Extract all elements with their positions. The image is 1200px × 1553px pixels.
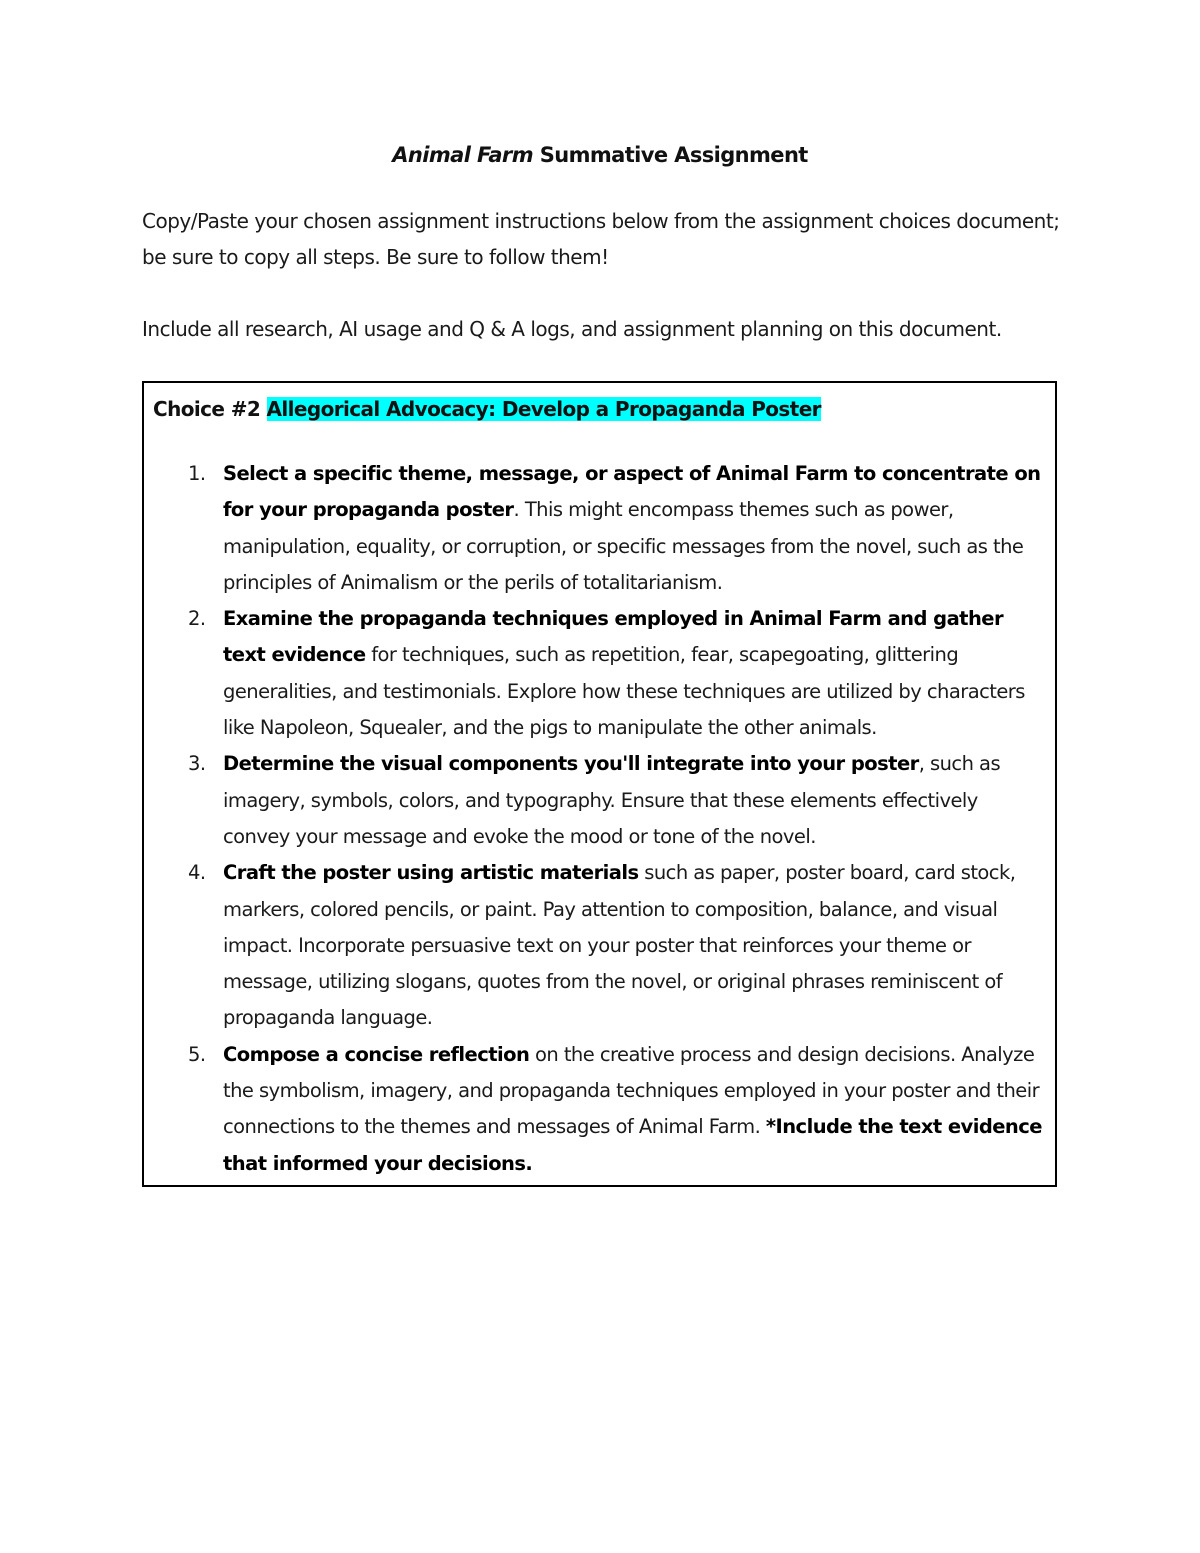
step-text: for techniques, such as repetition, fear, scapegoating, glittering generalities, and testimonials. Explore how these techniques are utilized by characters like Napoleon, Squealer, and the pigs to manipulate the other animals. [223, 643, 1025, 740]
assignment-choice-box [142, 381, 1057, 1187]
step-bold-text: Compose a concise reflection [223, 1042, 530, 1066]
step-number: 5. [188, 1042, 206, 1066]
step-bold-text: Select a specific theme, message, or aspect of Animal Farm to concentrate on for your propaganda poster [223, 462, 1041, 522]
list-item [144, 601, 1059, 746]
list-item [144, 746, 1059, 855]
steps-list [144, 456, 1059, 1182]
title-book-name: Animal Farm [392, 143, 533, 167]
list-item [144, 456, 1059, 601]
step-text: such as paper, poster board, card stock, markers, colored pencils, or paint. Pay attention to composition, balance, and visual impact. Incorporate persuasive text on your poster that reinforces your theme or message, utilizing slogans, quotes from the novel, or original phrases reminiscent of propaganda language. [223, 861, 1016, 1030]
list-item [144, 855, 1059, 1036]
step-bold-text: Determine the visual components you'll integrate into your poster [223, 752, 919, 776]
step-number: 4. [188, 861, 206, 885]
step-bold-text: Examine the propaganda techniques employed in Animal Farm and gather text evidence [223, 607, 1004, 667]
document-title [0, 143, 1200, 167]
choice-title-highlight: Allegorical Advocacy: Develop a Propaganda Poster [266, 397, 821, 421]
step-text: . This might encompass themes such as power, manipulation, equality, or corruption, or specific messages from the novel, such as the principles of Animalism or the perils of totalitarianism. [223, 498, 1024, 594]
step-text: on the creative process and design decisions. Analyze the symbolism, imagery, and propaganda techniques employed in your poster and their connections to the themes and messages of Animal Farm. [223, 1042, 1040, 1139]
list-item [144, 1037, 1059, 1182]
requirements-paragraph: Include all research, AI usage and Q & A logs, and assignment planning on this document. [142, 317, 1002, 341]
intro-paragraph: Copy/Paste your chosen assignment instructions below from the assignment choices document; be sure to copy all steps. Be sure to follow them! [142, 209, 1060, 269]
choice-label: Choice #2 [153, 397, 267, 421]
step-number: 2. [188, 607, 206, 631]
step-bold-text: Craft the poster using artistic materials [223, 861, 639, 885]
title-suffix: Summative Assignment [532, 143, 808, 167]
step-text: , such as imagery, symbols, colors, and typography. Ensure that these elements effectively convey your message and evoke the mood or tone of the novel. [223, 752, 1001, 848]
step-number: 1. [188, 462, 206, 485]
step-number: 3. [188, 752, 206, 776]
choice-heading [153, 395, 821, 423]
step-bold-end: *Include the text evidence that informed your decisions. [223, 1115, 1042, 1175]
